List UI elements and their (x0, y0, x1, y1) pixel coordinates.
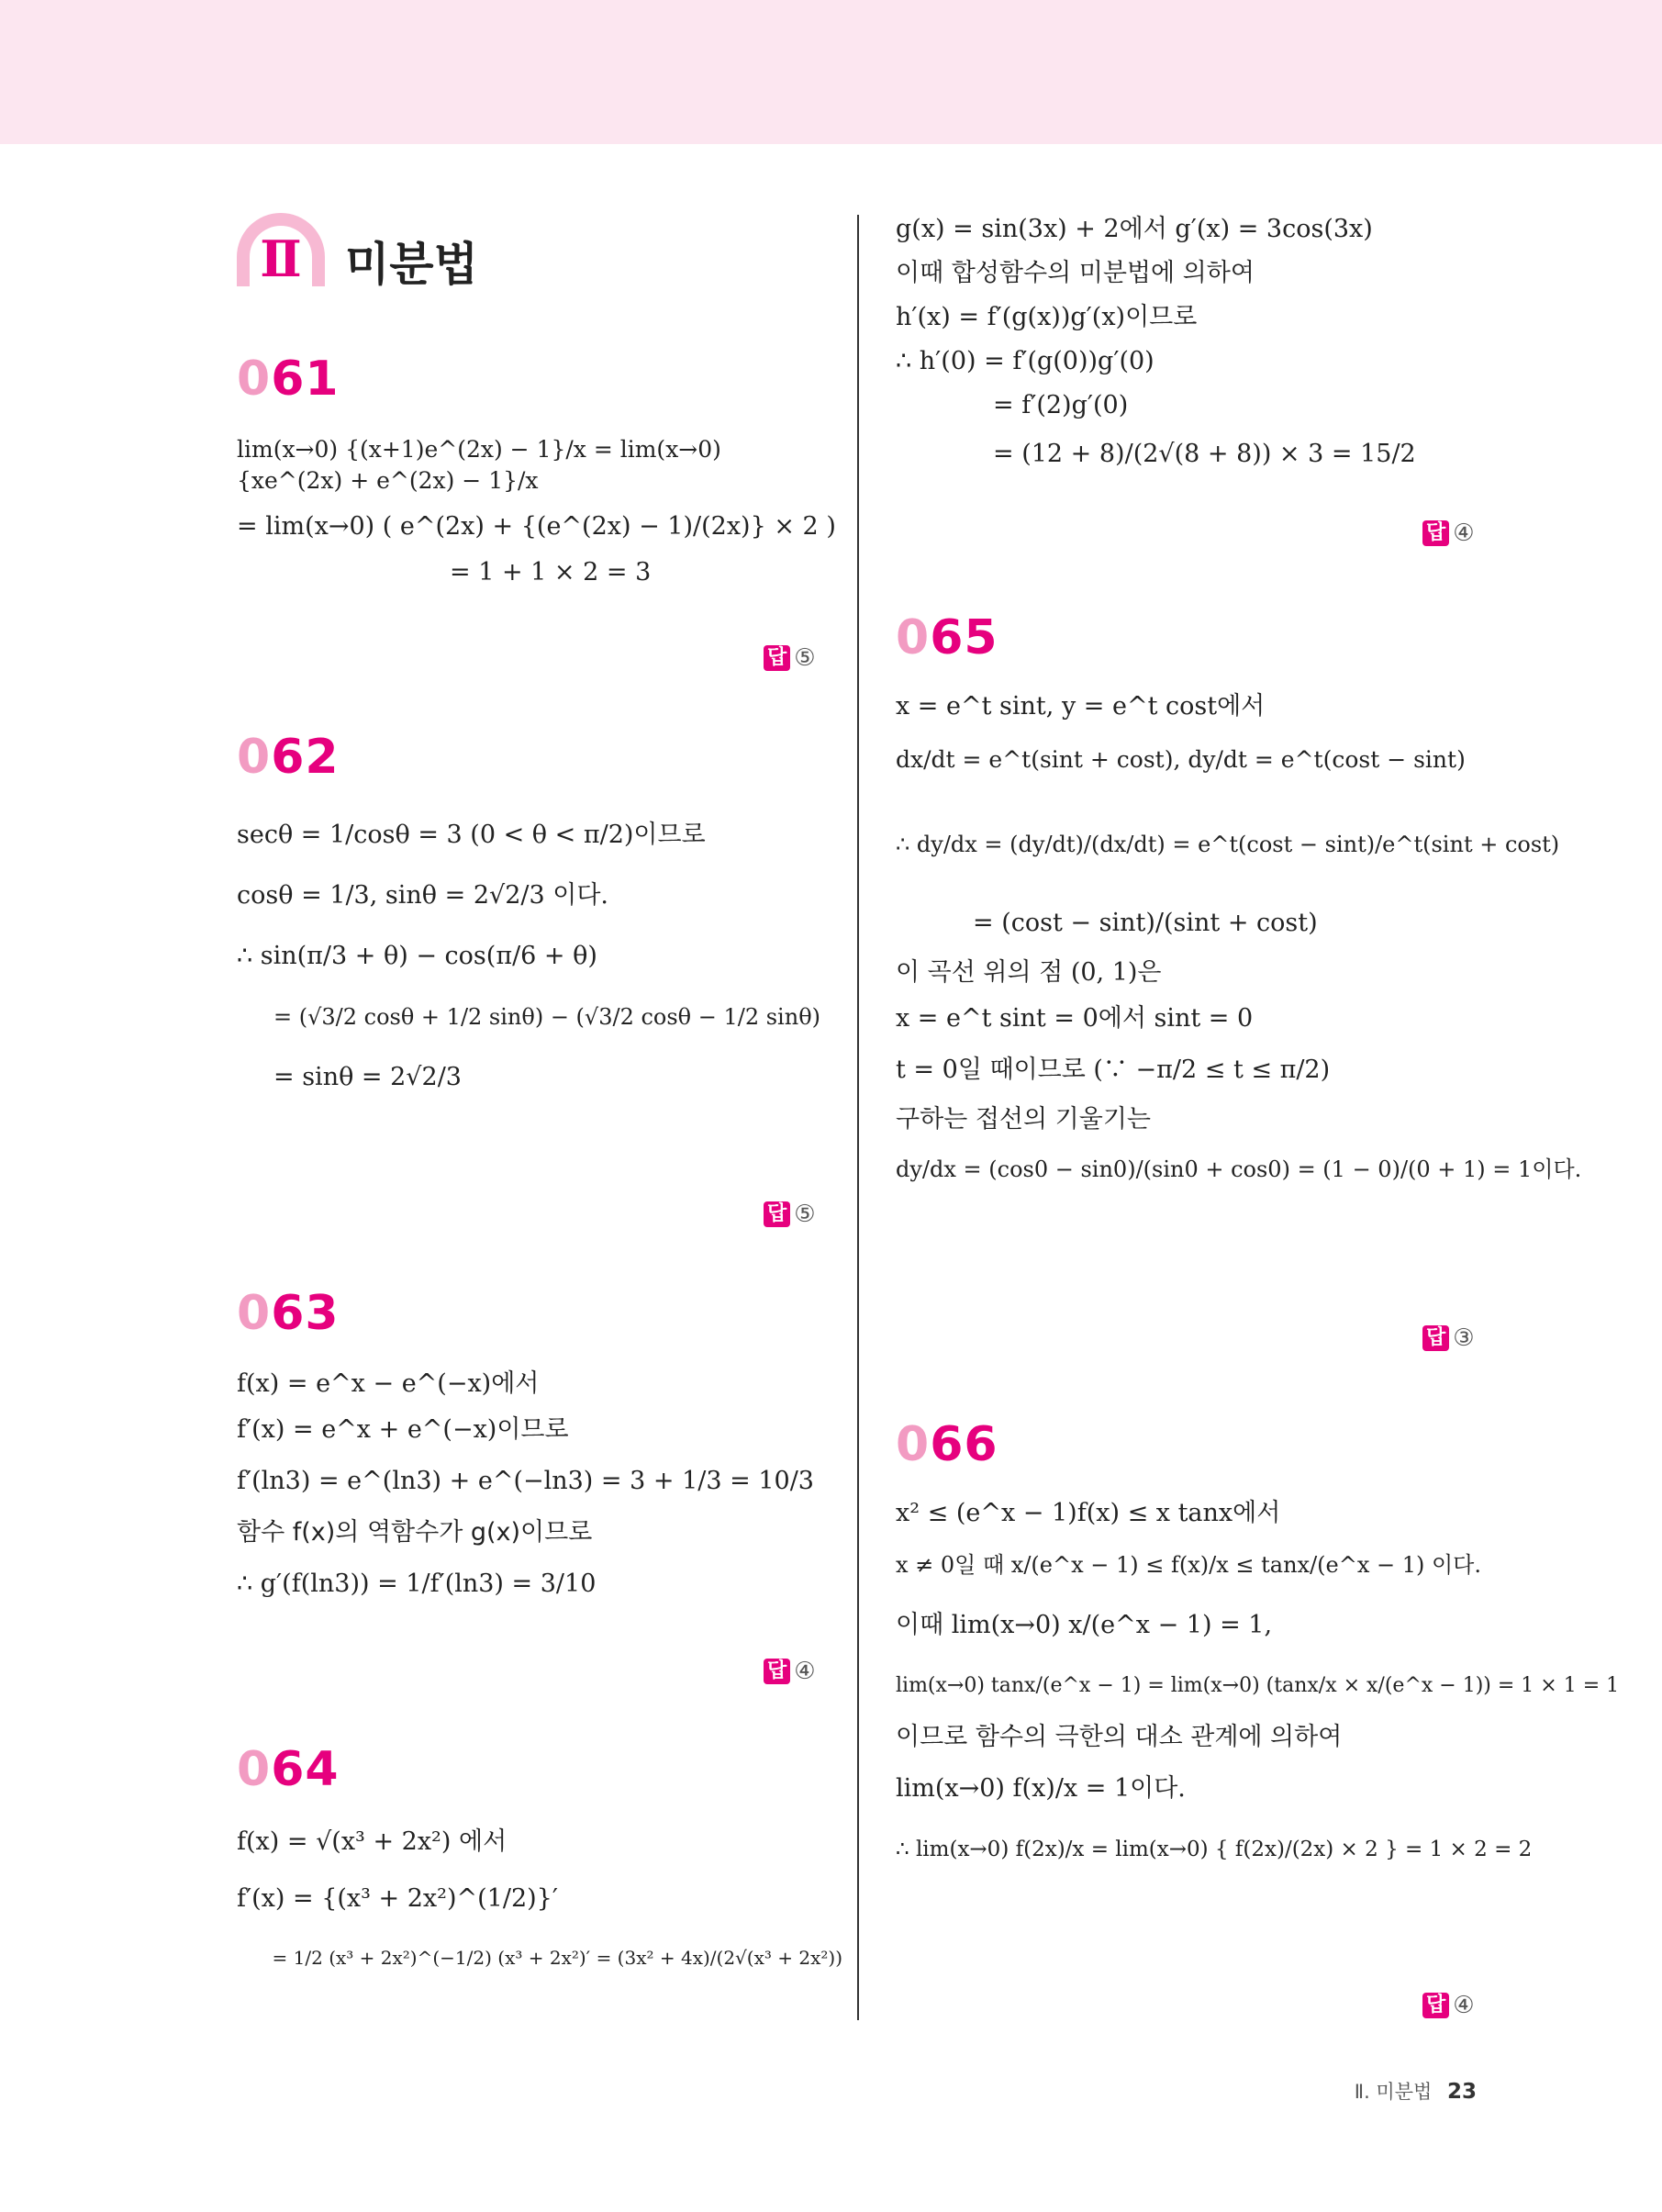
problem-number: 061 (237, 352, 340, 407)
solution-line: ∴ dy/dx = (dy/dt)/(dx/dt) = e^t(cost − sint)/e^t(sint + cost) (896, 832, 1560, 857)
solution-line: 이 곡선 위의 점 (0, 1)은 (896, 958, 1162, 987)
answer-tag: 답 (764, 1659, 790, 1684)
answer-tag: 답 (764, 1201, 790, 1227)
problem-number: 064 (237, 1742, 340, 1797)
solution-line: h′(x) = f′(g(x))g′(x)이므로 (896, 303, 1198, 331)
solution-line: = sinθ = 2√2/3 (273, 1063, 462, 1091)
solution-line: x = e^t sint = 0에서 sint = 0 (896, 1004, 1254, 1033)
solution-line: x = e^t sint, y = e^t cost에서 (896, 692, 1266, 721)
solution-line: lim(x→0) f(x)/x = 1이다. (896, 1774, 1186, 1803)
solution-line: 구하는 접선의 기울기는 (896, 1105, 1151, 1134)
solution-line: f′(x) = {(x³ + 2x²)^(1/2)}′ (237, 1884, 558, 1913)
solution-line: ∴ lim(x→0) f(2x)/x = lim(x→0) { f(2x)/(2x) × 2 } = 1 × 2 = 2 (896, 1838, 1533, 1861)
solution-line: = lim(x→0) ( e^(2x) + {(e^(2x) − 1)/(2x)} × 2 ) (237, 512, 836, 541)
answer-063 (764, 1658, 816, 1685)
header-band (0, 0, 1662, 144)
solution-line: ∴ h′(0) = f′(g(0))g′(0) (896, 347, 1154, 375)
solution-line: f(x) = √(x³ + 2x²) 에서 (237, 1827, 508, 1856)
answer-choice: ④ (1453, 1992, 1475, 2019)
solution-line: = 1/2 (x³ + 2x²)^(−1/2) (x³ + 2x²)′ = (3x² + 4x)/(2√(x³ + 2x²)) (272, 1947, 842, 1969)
footer-section: Ⅱ. 미분법 (1354, 2081, 1433, 2103)
solution-line: 이므로 함수의 극한의 대소 관계에 의하여 (896, 1723, 1343, 1751)
answer-tag: 답 (1422, 520, 1449, 546)
page-number: 23 (1446, 2080, 1477, 2104)
answer-choice: ⑤ (794, 1201, 816, 1228)
solution-line: ∴ sin(π/3 + θ) − cos(π/6 + θ) (237, 942, 597, 970)
answer-choice: ⑤ (794, 644, 816, 672)
solution-line: t = 0일 때이므로 (∵ −π/2 ≤ t ≤ π/2) (896, 1056, 1331, 1084)
problem-063 (237, 1286, 824, 1613)
solution-line: dx/dt = e^t(sint + cost), dy/dt = e^t(cost − sint) (896, 746, 1466, 773)
solution-line: = (cost − sint)/(sint + cost) (973, 909, 1318, 937)
solution-line: = (12 + 8)/(2√(8 + 8)) × 3 = 15/2 (993, 440, 1416, 468)
solution-line: 함수 f(x)의 역함수가 g(x)이므로 (237, 1518, 593, 1547)
problem-062 (237, 730, 824, 1108)
solution-line: ∴ g′(f(ln3)) = 1/f′(ln3) = 3/10 (237, 1570, 597, 1598)
answer-065 (1422, 1324, 1475, 1352)
problem-064-continued (896, 207, 1483, 481)
answer-tag: 답 (1422, 1993, 1449, 2018)
problem-061 (237, 352, 836, 596)
problem-064 (237, 1742, 842, 1984)
solution-line: lim(x→0) tanx/(e^x − 1) = lim(x→0) (tanx/x × x/(e^x − 1)) = 1 × 1 = 1 (896, 1674, 1620, 1697)
solution-line: f′(x) = e^x + e^(−x)이므로 (237, 1415, 569, 1444)
solution-line: f(x) = e^x − e^(−x)에서 (237, 1369, 540, 1398)
problem-number: 062 (237, 730, 340, 785)
problem-066 (896, 1417, 1620, 1880)
problem-number: 063 (237, 1286, 340, 1341)
solution-line: dy/dx = (cos0 − sin0)/(sin0 + cos0) = (1 − 0)/(0 + 1) = 1이다. (896, 1156, 1582, 1182)
answer-064 (1422, 519, 1475, 547)
chapter-title: 미분법 (345, 238, 478, 291)
column-divider (857, 215, 859, 2020)
solution-line: = f′(2)g′(0) (993, 391, 1129, 419)
solution-line: x² ≤ (e^x − 1)f(x) ≤ x tanx에서 (896, 1499, 1281, 1527)
problem-number: 066 (896, 1417, 998, 1472)
solution-line: g(x) = sin(3x) + 2에서 g′(x) = 3cos(3x) (896, 215, 1373, 243)
page-footer (1355, 2077, 1477, 2105)
answer-tag: 답 (764, 645, 790, 671)
solution-line: f′(ln3) = e^(ln3) + e^(−ln3) = 3 + 1/3 = 10/3 (237, 1467, 814, 1495)
answer-066 (1422, 1992, 1475, 2019)
solution-line: 이때 lim(x→0) x/(e^x − 1) = 1, (896, 1611, 1273, 1639)
answer-choice: ③ (1453, 1324, 1475, 1352)
solution-line: cosθ = 1/3, sinθ = 2√2/3 이다. (237, 881, 608, 910)
answer-choice: ④ (794, 1658, 816, 1685)
problem-065 (896, 610, 1582, 1198)
answer-tag: 답 (1422, 1325, 1449, 1351)
solution-line: = 1 + 1 × 2 = 3 (450, 558, 652, 587)
answer-061 (764, 644, 816, 672)
chapter-number: Ⅱ (260, 229, 302, 288)
solution-line: secθ = 1/cosθ = 3 (0 < θ < π/2)이므로 (237, 821, 706, 849)
solution-line: 이때 합성함수의 미분법에 의하여 (896, 259, 1255, 287)
solution-line: lim(x→0) {(x+1)e^(2x) − 1}/x = lim(x→0) {xe^(2x) + e^(2x) − 1}/x (237, 436, 721, 494)
problem-number: 065 (896, 610, 998, 665)
solution-line: = (√3/2 cosθ + 1/2 sinθ) − (√3/2 cosθ − 1/2 sinθ) (273, 1004, 821, 1030)
answer-choice: ④ (1453, 519, 1475, 547)
answer-062 (764, 1201, 816, 1228)
solution-line: x ≠ 0일 때 x/(e^x − 1) ≤ f(x)/x ≤ tanx/(e^x − 1) 이다. (896, 1552, 1481, 1578)
